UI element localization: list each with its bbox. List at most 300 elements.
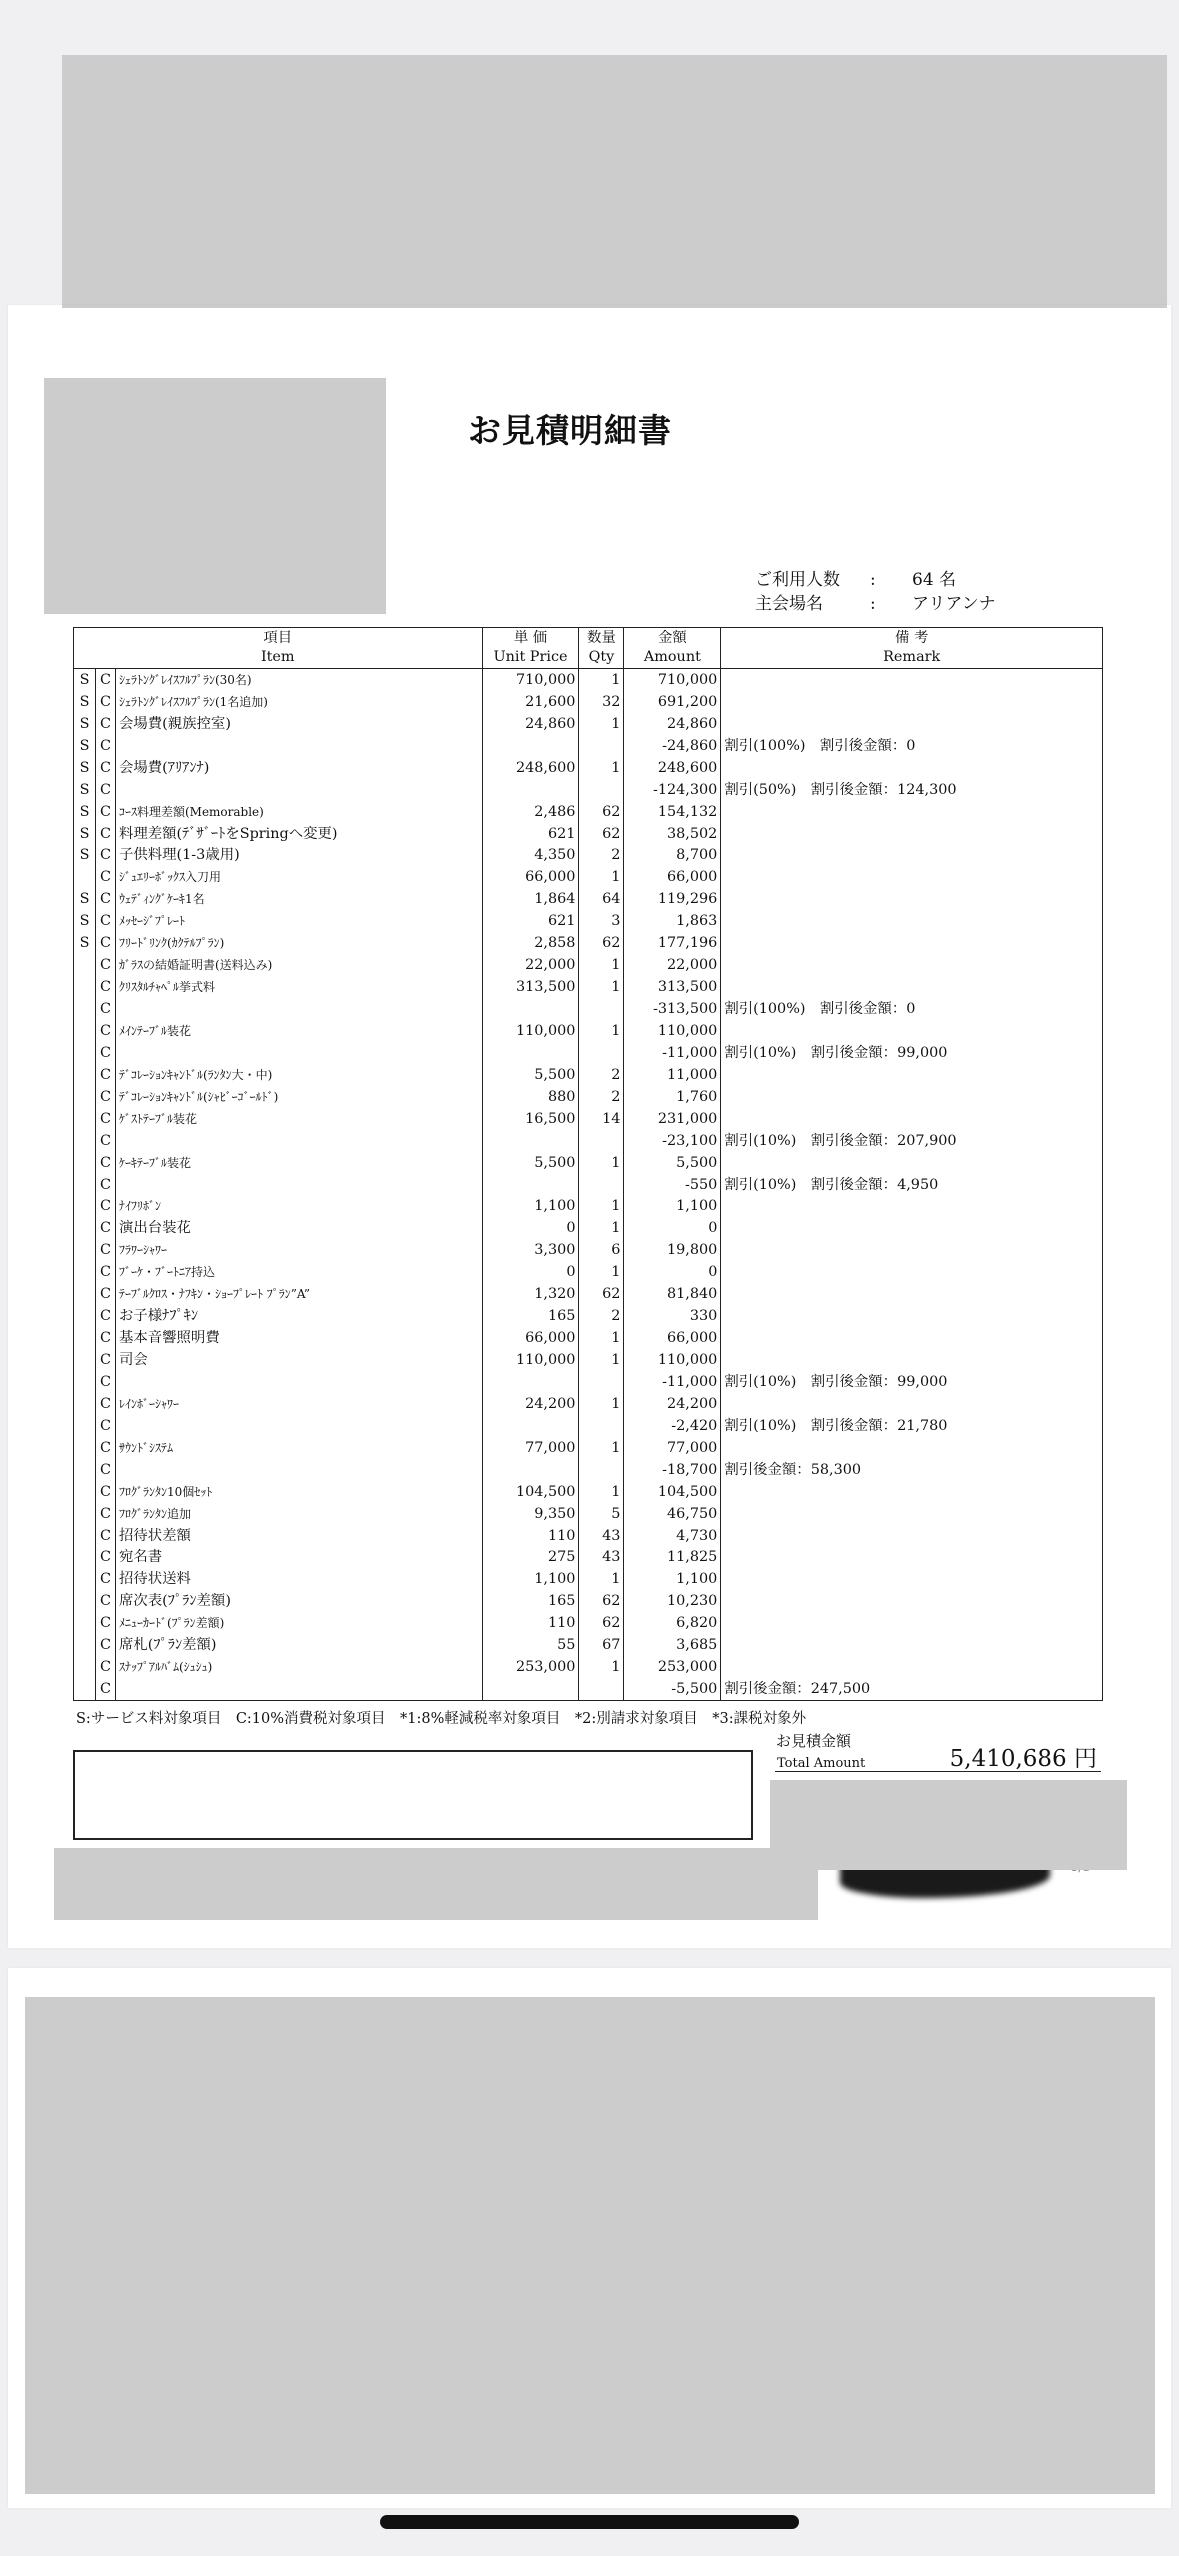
unit-price-cell: 22,000 [482,954,579,976]
service-flag-cell [74,1327,96,1349]
unit-price-cell: 1,100 [482,1196,579,1218]
item-name-cell: ｼｪﾗﾄﾝｸﾞﾚｲｽﾌﾙﾌﾟﾗﾝ(1名追加) [115,691,482,713]
tax-flag-cell: C [95,1064,115,1086]
venue-row [755,589,996,614]
service-flag-cell [74,1086,96,1108]
tax-flag-cell: C [95,1261,115,1283]
amount-cell: -23,100 [624,1130,721,1152]
table-row [74,976,1103,998]
item-name-cell [115,1415,482,1437]
service-flag-cell: S [74,823,96,845]
amount-cell: 6,820 [624,1612,721,1634]
header-qty-en: Qty [588,649,615,665]
unit-price-cell: 165 [482,1305,579,1327]
amount-cell: -24,860 [624,735,721,757]
qty-cell [579,1042,624,1064]
service-flag-cell [74,1042,96,1064]
tax-flag-cell: C [95,954,115,976]
qty-cell: 2 [579,1086,624,1108]
amount-cell: 8,700 [624,845,721,867]
redacted-page-top [62,305,1167,308]
amount-cell: 11,825 [624,1547,721,1569]
qty-cell: 62 [579,932,624,954]
unit-price-cell [482,1415,579,1437]
service-flag-cell [74,1656,96,1678]
table-row [74,1481,1103,1503]
remark-cell [721,1064,1103,1086]
tax-flag-cell: C [95,1437,115,1459]
unit-price-cell [482,1042,579,1064]
item-name-cell [115,1174,482,1196]
unit-price-cell: 3,300 [482,1239,579,1261]
unit-price-cell: 621 [482,823,579,845]
notes-box [73,1750,753,1840]
amount-cell: -2,420 [624,1415,721,1437]
service-flag-cell [74,1503,96,1525]
remark-cell [721,910,1103,932]
tax-flag-cell: C [95,1152,115,1174]
unit-price-cell: 2,486 [482,801,579,823]
item-name-cell: 宛名書 [115,1547,482,1569]
amount-cell: 46,750 [624,1503,721,1525]
service-flag-cell [74,1547,96,1569]
item-name-cell: ﾌﾛｸﾞﾗﾝﾀﾝ追加 [115,1503,482,1525]
item-name-cell: ﾒﾆｭｰｶｰﾄﾞ(ﾌﾟﾗﾝ差額) [115,1612,482,1634]
item-name-cell: ｹﾞｽﾄﾃｰﾌﾞﾙ装花 [115,1108,482,1130]
service-flag-cell [74,1261,96,1283]
item-name-cell: ﾒｯｾｰｼﾞﾌﾟﾚｰﾄ [115,910,482,932]
item-name-cell: ｶﾞﾗｽの結婚証明書(送料込み) [115,954,482,976]
service-flag-cell: S [74,932,96,954]
item-name-cell: ﾚｲﾝﾎﾞｰｼｬﾜｰ [115,1393,482,1415]
service-flag-cell: S [74,888,96,910]
header-item-en: Item [260,649,295,665]
remark-cell [721,1108,1103,1130]
document-title: お見積明細書 [468,411,672,450]
remark-cell [721,976,1103,998]
qty-cell: 62 [579,1612,624,1634]
tax-flag-cell: C [95,1349,115,1371]
redacted-footer-left [54,1848,818,1920]
tax-flag-cell: C [95,1283,115,1305]
remark-cell [721,801,1103,823]
service-flag-cell [74,1130,96,1152]
table-row [74,932,1103,954]
table-row [74,1349,1103,1371]
table-row [74,845,1103,867]
remark-cell [721,1327,1103,1349]
venue-label: 主会場名 [755,594,823,614]
qty-cell: 1 [579,1656,624,1678]
item-name-cell: 子供料理(1-3歳用) [115,845,482,867]
service-flag-cell [74,1196,96,1218]
qty-cell: 1 [579,1349,624,1371]
item-name-cell: ﾌﾘｰﾄﾞﾘﾝｸ(ｶｸﾃﾙﾌﾟﾗﾝ) [115,932,482,954]
remark-cell: 割引(10%) 割引後金額：99,000 [721,1371,1103,1393]
qty-cell: 64 [579,888,624,910]
qty-cell [579,998,624,1020]
remark-cell: 割引後金額：58,300 [721,1459,1103,1481]
amount-cell: -18,700 [624,1459,721,1481]
amount-cell: 10,230 [624,1590,721,1612]
item-name-cell: ｺｰｽ料理差額(Memorable) [115,801,482,823]
unit-price-cell: 165 [482,1590,579,1612]
qty-cell: 6 [579,1239,624,1261]
table-row [74,1590,1103,1612]
remark-cell [721,1393,1103,1415]
header-amount-jp: 金額 [657,630,687,646]
qty-cell: 32 [579,691,624,713]
qty-cell: 62 [579,1283,624,1305]
redacted-header-area [62,55,1167,308]
qty-cell: 1 [579,1196,624,1218]
unit-price-cell: 0 [482,1261,579,1283]
remark-cell: 割引(10%) 割引後金額：21,780 [721,1415,1103,1437]
amount-cell: 19,800 [624,1239,721,1261]
table-row [74,1678,1103,1700]
unit-price-cell: 2,858 [482,932,579,954]
header-qty-jp: 数量 [587,630,616,646]
service-flag-cell: S [74,779,96,801]
unit-price-cell [482,1130,579,1152]
tax-flag-cell: C [95,669,115,691]
tax-flag-cell: C [95,735,115,757]
table-row [74,1568,1103,1590]
remark-cell: 割引(10%) 割引後金額：99,000 [721,1042,1103,1064]
qty-cell: 43 [579,1525,624,1547]
remark-cell [721,954,1103,976]
qty-cell [579,1174,624,1196]
amount-cell: 66,000 [624,866,721,888]
unit-price-cell: 9,350 [482,1503,579,1525]
remark-cell [721,888,1103,910]
table-row [74,735,1103,757]
qty-cell: 1 [579,1261,624,1283]
tax-flag-cell: C [95,713,115,735]
qty-cell: 1 [579,757,624,779]
unit-price-cell: 110,000 [482,1349,579,1371]
tax-legend: S:サービス料対象項目 C:10%消費税対象項目 *1:8%軽減税率対象項目 *2:別請求対象項目 *3:課税対象外 [76,1711,807,1727]
guest-count-label: ご利用人数 [755,570,840,590]
header-remark-jp: 備 考 [894,630,929,646]
remark-cell [721,1656,1103,1678]
unit-price-cell: 16,500 [482,1108,579,1130]
amount-cell: 1,100 [624,1568,721,1590]
service-flag-cell: S [74,757,96,779]
unit-price-cell [482,735,579,757]
guest-count-sep: : [870,570,876,590]
amount-cell: 5,500 [624,1152,721,1174]
redacted-logo-area [44,378,386,614]
remark-cell: 割引(10%) 割引後金額：4,950 [721,1174,1103,1196]
unit-price-cell: 77,000 [482,1437,579,1459]
tax-flag-cell: C [95,1086,115,1108]
header-unit-jp: 単 価 [513,630,548,646]
amount-cell: 104,500 [624,1481,721,1503]
table-row [74,1086,1103,1108]
item-name-cell: 招待状送料 [115,1568,482,1590]
table-row [74,1196,1103,1218]
tax-flag-cell: C [95,1130,115,1152]
table-row [74,669,1103,691]
table-row [74,1130,1103,1152]
remark-cell [721,1481,1103,1503]
unit-price-cell: 110,000 [482,1020,579,1042]
unit-price-cell: 313,500 [482,976,579,998]
service-flag-cell: S [74,691,96,713]
tax-flag-cell: C [95,1217,115,1239]
service-flag-cell [74,1020,96,1042]
venue-value: アリアンナ [912,594,996,614]
table-row [74,998,1103,1020]
table-row [74,823,1103,845]
unit-price-cell: 21,600 [482,691,579,713]
service-flag-cell [74,1108,96,1130]
table-row [74,910,1103,932]
tax-flag-cell: C [95,779,115,801]
remark-cell: 割引後金額：247,500 [721,1678,1103,1700]
unit-price-cell: 104,500 [482,1481,579,1503]
remark-cell [721,713,1103,735]
amount-cell: 22,000 [624,954,721,976]
qty-cell: 2 [579,1064,624,1086]
item-name-cell: ｳｪﾃﾞｨﾝｸﾞｹｰｷ1名 [115,888,482,910]
tax-flag-cell: C [95,1174,115,1196]
item-name-cell: 会場費(親族控室) [115,713,482,735]
table-row [74,888,1103,910]
service-flag-cell [74,1174,96,1196]
qty-cell: 14 [579,1108,624,1130]
unit-price-cell [482,1371,579,1393]
unit-price-cell [482,1459,579,1481]
qty-cell [579,779,624,801]
table-row [74,757,1103,779]
remark-cell [721,1152,1103,1174]
header-amount [624,628,721,669]
service-flag-cell [74,1371,96,1393]
amount-cell: 313,500 [624,976,721,998]
tax-flag-cell: C [95,1503,115,1525]
tax-flag-cell: C [95,1042,115,1064]
tax-flag-cell: C [95,1656,115,1678]
total-label-jp: お見積金額 [776,1732,852,1750]
tax-flag-cell: C [95,1547,115,1569]
qty-cell: 1 [579,954,624,976]
unit-price-cell: 0 [482,1217,579,1239]
service-flag-cell: S [74,845,96,867]
qty-cell [579,735,624,757]
item-name-cell: ｸﾘｽﾀﾙﾁｬﾍﾟﾙ挙式料 [115,976,482,998]
qty-cell: 1 [579,1481,624,1503]
tax-flag-cell: C [95,1525,115,1547]
unit-price-cell: 710,000 [482,669,579,691]
amount-cell: 110,000 [624,1349,721,1371]
header-unit-en: Unit Price [493,649,568,665]
qty-cell [579,1678,624,1700]
table-row [74,1525,1103,1547]
remark-cell: 割引(100%) 割引後金額：0 [721,735,1103,757]
tax-flag-cell: C [95,691,115,713]
item-name-cell: 席札(ﾌﾟﾗﾝ差額) [115,1634,482,1656]
qty-cell: 1 [579,976,624,998]
table-row [74,1393,1103,1415]
item-name-cell [115,1130,482,1152]
amount-cell: 24,200 [624,1393,721,1415]
table-row [74,866,1103,888]
table-row [74,1656,1103,1678]
service-flag-cell [74,1481,96,1503]
tax-flag-cell: C [95,976,115,998]
service-flag-cell [74,1678,96,1700]
amount-cell: -313,500 [624,998,721,1020]
service-flag-cell: S [74,735,96,757]
amount-cell: 177,196 [624,932,721,954]
remark-cell [721,1590,1103,1612]
qty-cell [579,1415,624,1437]
table-row [74,1239,1103,1261]
amount-cell: 1,760 [624,1086,721,1108]
amount-cell: -11,000 [624,1042,721,1064]
qty-cell: 1 [579,1020,624,1042]
tax-flag-cell: C [95,823,115,845]
remark-cell [721,1239,1103,1261]
header-qty [579,628,624,669]
remark-cell [721,845,1103,867]
unit-price-cell: 248,600 [482,757,579,779]
unit-price-cell [482,1678,579,1700]
table-row [74,1064,1103,1086]
tax-flag-cell: C [95,1612,115,1634]
service-flag-cell [74,1064,96,1086]
remark-cell [721,823,1103,845]
remark-cell [721,1196,1103,1218]
amount-cell: 77,000 [624,1437,721,1459]
item-name-cell: ｻｳﾝﾄﾞｼｽﾃﾑ [115,1437,482,1459]
header-unit-price [482,628,579,669]
amount-cell: 330 [624,1305,721,1327]
service-flag-cell: S [74,713,96,735]
remark-cell: 割引(10%) 割引後金額：207,900 [721,1130,1103,1152]
table-row [74,1415,1103,1437]
table-row [74,1283,1103,1305]
service-flag-cell [74,1525,96,1547]
remark-cell [721,669,1103,691]
qty-cell: 1 [579,713,624,735]
table-row [74,1152,1103,1174]
amount-cell: 248,600 [624,757,721,779]
unit-price-cell: 1,320 [482,1283,579,1305]
service-flag-cell [74,1349,96,1371]
service-flag-cell [74,1568,96,1590]
amount-cell: -5,500 [624,1678,721,1700]
qty-cell: 3 [579,910,624,932]
service-flag-cell [74,1152,96,1174]
service-flag-cell [74,1590,96,1612]
amount-cell: 154,132 [624,801,721,823]
table-row [74,1108,1103,1130]
table-row [74,1042,1103,1064]
service-flag-cell: S [74,910,96,932]
remark-cell [721,866,1103,888]
amount-cell: 0 [624,1261,721,1283]
remark-cell [721,1568,1103,1590]
remark-cell [721,1305,1103,1327]
qty-cell: 1 [579,669,624,691]
remark-cell [721,932,1103,954]
table-row [74,1459,1103,1481]
qty-cell: 1 [579,1152,624,1174]
remark-cell [721,1634,1103,1656]
unit-price-cell: 55 [482,1634,579,1656]
tax-flag-cell: C [95,1239,115,1261]
remark-cell [721,1525,1103,1547]
table-row [74,1305,1103,1327]
header-remark [721,628,1103,669]
amount-cell: 1,863 [624,910,721,932]
item-name-cell [115,735,482,757]
item-name-cell: ﾌﾞｰｹ・ﾌﾞｰﾄﾆｱ持込 [115,1261,482,1283]
unit-price-cell [482,1174,579,1196]
tax-flag-cell: C [95,1393,115,1415]
table-row [74,1612,1103,1634]
remark-cell [721,1020,1103,1042]
home-indicator[interactable] [380,2515,799,2529]
unit-price-cell: 110 [482,1525,579,1547]
service-flag-cell: S [74,669,96,691]
item-name-cell: ﾃｰﾌﾞﾙｸﾛｽ・ﾅﾌｷﾝ・ｼｮｰﾌﾟﾚｰﾄ ﾌﾟﾗﾝ”A” [115,1283,482,1305]
item-name-cell [115,1042,482,1064]
tax-flag-cell: C [95,1678,115,1700]
tax-flag-cell: C [95,801,115,823]
tax-flag-cell: C [95,932,115,954]
amount-cell: 38,502 [624,823,721,845]
tax-flag-cell: C [95,845,115,867]
tax-flag-cell: C [95,998,115,1020]
tax-flag-cell: C [95,1305,115,1327]
redacted-page-2 [25,1997,1155,2494]
estimate-table [73,627,1103,1701]
service-flag-cell [74,1393,96,1415]
total-amount-value: 5,410,686 円 [949,1746,1097,1772]
item-name-cell: 席次表(ﾌﾟﾗﾝ差額) [115,1590,482,1612]
unit-price-cell [482,998,579,1020]
remark-cell [721,1261,1103,1283]
amount-cell: 3,685 [624,1634,721,1656]
table-header-row [74,628,1103,669]
item-name-cell: 基本音響照明費 [115,1327,482,1349]
tax-flag-cell: C [95,1459,115,1481]
qty-cell [579,1371,624,1393]
table-row [74,1634,1103,1656]
service-flag-cell [74,1239,96,1261]
remark-cell [721,1547,1103,1569]
remark-cell: 割引(100%) 割引後金額：0 [721,998,1103,1020]
item-name-cell: お子様ﾅﾌﾟｷﾝ [115,1305,482,1327]
remark-cell [721,1612,1103,1634]
item-name-cell [115,1678,482,1700]
amount-cell: 691,200 [624,691,721,713]
remark-cell [721,1086,1103,1108]
qty-cell: 62 [579,801,624,823]
remark-cell: 割引(50%) 割引後金額：124,300 [721,779,1103,801]
service-flag-cell: S [74,801,96,823]
amount-cell: -550 [624,1174,721,1196]
total-label-en: Total Amount [777,1756,866,1771]
qty-cell: 2 [579,1305,624,1327]
qty-cell [579,1130,624,1152]
amount-cell: 24,860 [624,713,721,735]
tax-flag-cell: C [95,1020,115,1042]
